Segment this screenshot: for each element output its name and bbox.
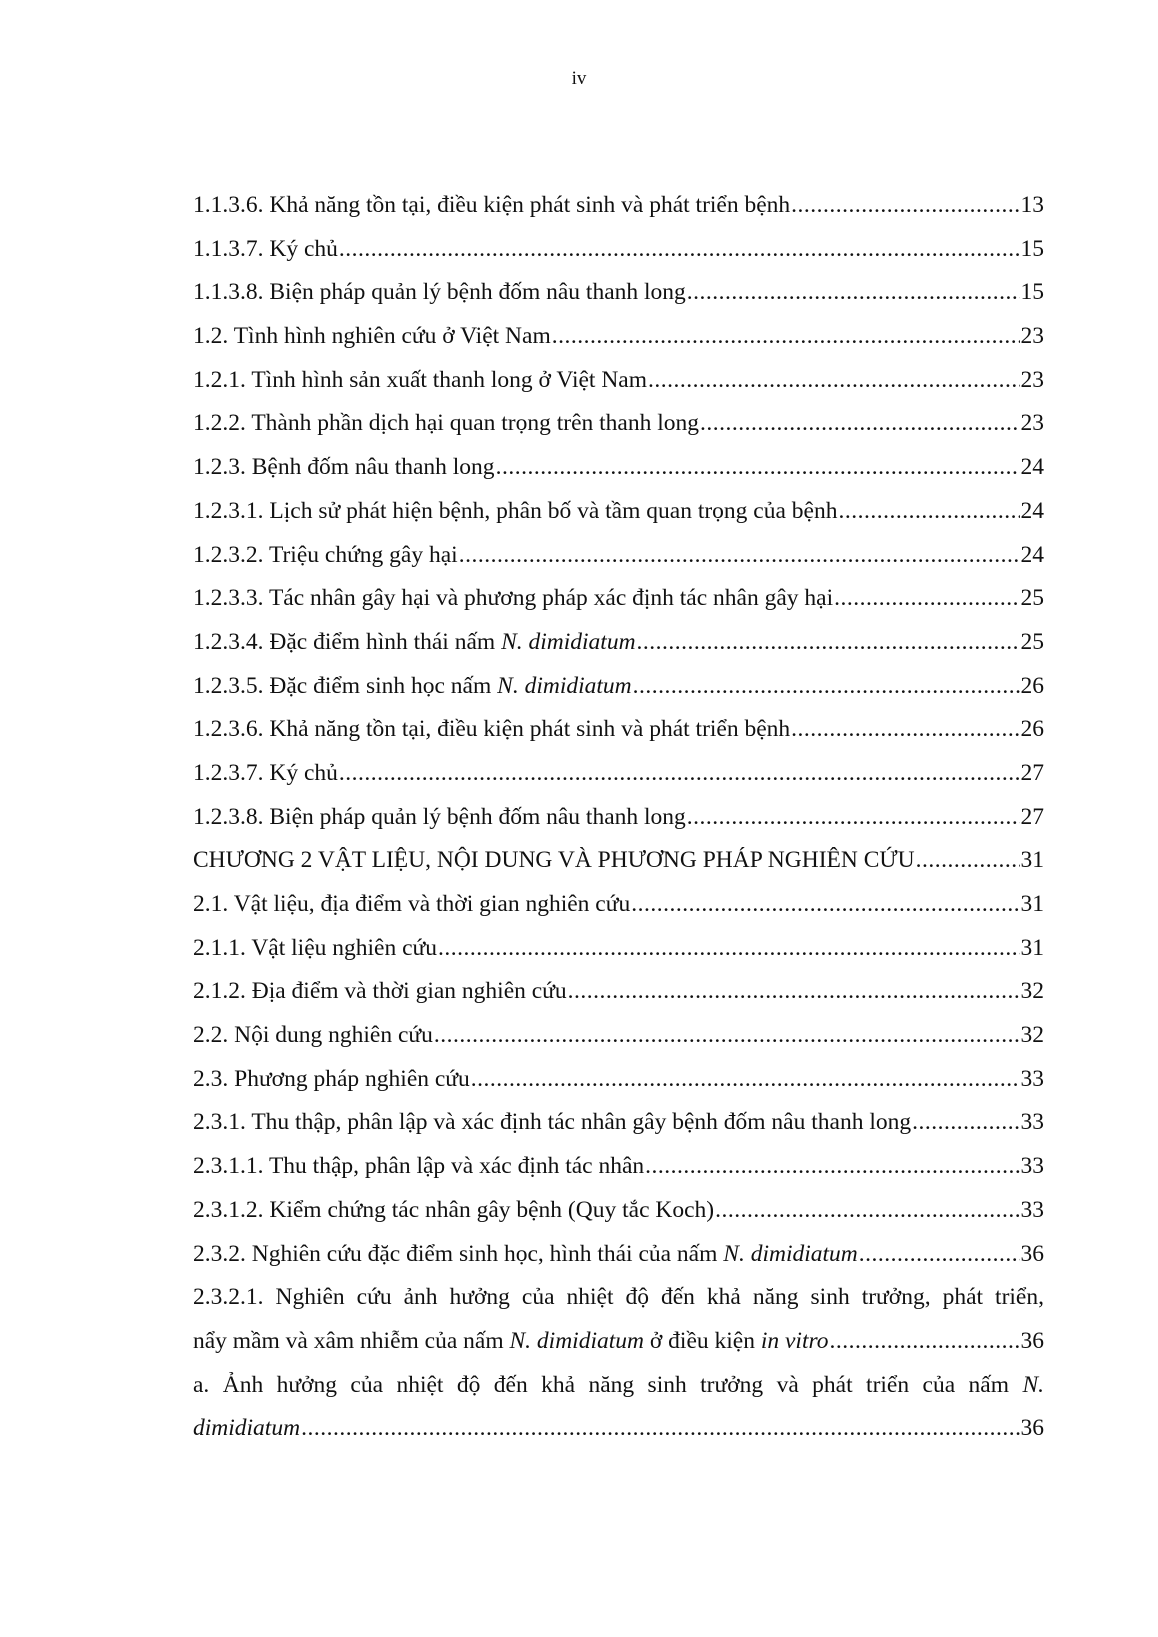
toc-entry: 1.2.3.2. Triệu chứng gây hại ..... 24: [193, 534, 1044, 578]
toc-entry: 1.1.3.7. Ký chủ ..... 15: [193, 228, 1044, 272]
toc-entry: 2.3.1. Thu thập, phân lập và xác định tác nhân gây bệnh đốm nâu thanh long ..... 33: [193, 1101, 1044, 1145]
toc-entry: 1.2.3. Bệnh đốm nâu thanh long ..... 24: [193, 446, 1044, 490]
toc-entry: CHƯƠNG 2 VẬT LIỆU, NỘI DUNG VÀ PHƯƠNG PHÁP NGHIÊN CỨU ..... 31: [193, 839, 1044, 883]
toc-entry: 2.1. Vật liệu, địa điểm và thời gian nghiên cứu ..... 31: [193, 883, 1044, 927]
toc-entry: 2.2. Nội dung nghiên cứu ..... 32: [193, 1014, 1044, 1058]
toc-entry-multiline: [193, 1364, 1044, 1451]
toc-entry-line: 2.3.2.1. Nghiên cứu ảnh hưởng của nhiệt độ đến khả năng sinh trưởng, phát triển,: [193, 1284, 1044, 1311]
toc-entry: 2.1.1. Vật liệu nghiên cứu ..... 31: [193, 927, 1044, 971]
toc-entry: 1.2.1. Tình hình sản xuất thanh long ở Việt Nam ..... 23: [193, 359, 1044, 403]
toc-entry: 1.2.3.5. Đặc điểm sinh học nấm N. dimidiatum ..... 26: [193, 665, 1044, 709]
toc-entry: 1.2.2. Thành phần dịch hại quan trọng trên thanh long ..... 23: [193, 402, 1044, 446]
toc-entry: 1.2.3.8. Biện pháp quản lý bệnh đốm nâu thanh long ..... 27: [193, 796, 1044, 840]
toc-entry: 1.2.3.3. Tác nhân gây hại và phương pháp xác định tác nhân gây hại ..... 25: [193, 577, 1044, 621]
toc-entry-line: dimidiatum ..... 36: [193, 1407, 1044, 1451]
toc-entry: 1.1.3.6. Khả năng tồn tại, điều kiện phát sinh và phát triển bệnh ..... 13: [193, 184, 1044, 228]
toc-entry: 2.3.2. Nghiên cứu đặc điểm sinh học, hình thái của nấm N. dimidiatum ..... 36: [193, 1233, 1044, 1277]
toc-entry: 1.2. Tình hình nghiên cứu ở Việt Nam ..... 23: [193, 315, 1044, 359]
toc-entry-multiline: [193, 1276, 1044, 1363]
toc-entry: 2.3.1.1. Thu thập, phân lập và xác định tác nhân ..... 33: [193, 1145, 1044, 1189]
table-of-contents: [193, 184, 1044, 1451]
toc-entry: 1.2.3.4. Đặc điểm hình thái nấm N. dimidiatum ..... 25: [193, 621, 1044, 665]
toc-entry-line: nẩy mầm và xâm nhiễm của nấm N. dimidiatum ở điều kiện in vitro ..... 36: [193, 1320, 1044, 1364]
toc-entry: 1.2.3.6. Khả năng tồn tại, điều kiện phát sinh và phát triển bệnh ..... 26: [193, 708, 1044, 752]
toc-entry-line: a. Ảnh hưởng của nhiệt độ đến khả năng sinh trưởng và phát triển của nấm N.: [193, 1371, 1044, 1398]
page-number: iv: [571, 68, 587, 89]
toc-entry: 1.2.3.1. Lịch sử phát hiện bệnh, phân bố và tầm quan trọng của bệnh ..... 24: [193, 490, 1044, 534]
toc-entry: 2.3. Phương pháp nghiên cứu ..... 33: [193, 1058, 1044, 1102]
toc-entry: 2.3.1.2. Kiểm chứng tác nhân gây bệnh (Quy tắc Koch) ..... 33: [193, 1189, 1044, 1233]
toc-entry: 1.1.3.8. Biện pháp quản lý bệnh đốm nâu thanh long ..... 15: [193, 271, 1044, 315]
toc-entry: 2.1.2. Địa điểm và thời gian nghiên cứu ..... 32: [193, 970, 1044, 1014]
toc-entry: 1.2.3.7. Ký chủ ..... 27: [193, 752, 1044, 796]
